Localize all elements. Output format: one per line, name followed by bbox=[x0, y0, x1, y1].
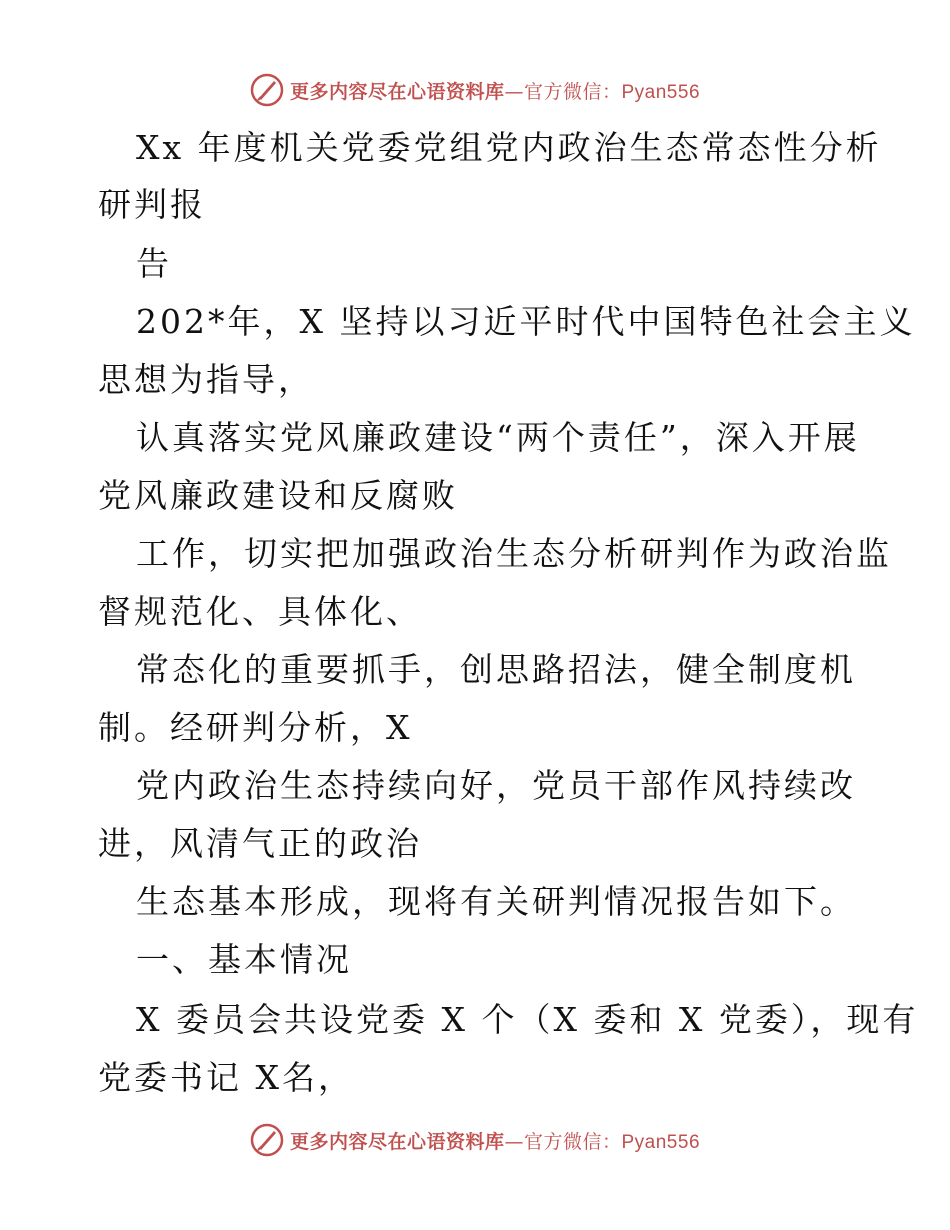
watermark-footer bbox=[0, 1120, 950, 1160]
quill-logo-icon bbox=[250, 1123, 284, 1157]
paragraph-line: 思想为指导， bbox=[98, 360, 314, 399]
paragraph-line: 常态化的重要抓手，创思路招法，健全制度机 bbox=[136, 650, 856, 689]
paragraph-line: 202*年，X 坚持以习近平时代中国特色社会主义 bbox=[136, 302, 916, 341]
paragraph-line: 认真落实党风廉政建设“两个责任”，深入开展 bbox=[136, 418, 860, 457]
paragraph-line: X 委员会共设党委 X 个（X 委和 X 党委），现有 bbox=[136, 1000, 919, 1039]
paragraph-line: 制。经研判分析，X bbox=[98, 708, 413, 747]
watermark-text bbox=[290, 1127, 700, 1154]
paragraph-line: 党委书记 X名， bbox=[98, 1058, 354, 1097]
paragraph-line: 工作，切实把加强政治生态分析研判作为政治监 bbox=[136, 534, 892, 573]
watermark-label: 官方微信： bbox=[523, 1130, 622, 1153]
watermark-label: 官方微信： bbox=[523, 80, 622, 103]
watermark-brand: 更多内容尽在心语资料库 bbox=[289, 1130, 505, 1153]
title-line-1: Xx 年度机关党委党组党内政治生态常态性分析 bbox=[136, 128, 882, 167]
watermark-dash: — bbox=[504, 80, 524, 103]
paragraph-line: 督规范化、具体化、 bbox=[98, 592, 422, 631]
watermark-handle: Pyan556 bbox=[621, 1131, 701, 1153]
paragraph-line: 党风廉政建设和反腐败 bbox=[98, 476, 458, 515]
watermark-dash: — bbox=[504, 1130, 524, 1153]
watermark-handle: Pyan556 bbox=[621, 81, 701, 103]
title-line-3: 告 bbox=[136, 244, 172, 283]
paragraph-line: 党内政治生态持续向好，党员干部作风持续改 bbox=[136, 766, 856, 805]
paragraph-line: 进，风清气正的政治 bbox=[98, 824, 422, 863]
section-heading: 一、基本情况 bbox=[136, 940, 352, 979]
paragraph-line: 生态基本形成，现将有关研判情况报告如下。 bbox=[136, 882, 856, 921]
title-line-2: 研判报 bbox=[98, 185, 206, 224]
watermark-brand: 更多内容尽在心语资料库 bbox=[289, 80, 505, 103]
